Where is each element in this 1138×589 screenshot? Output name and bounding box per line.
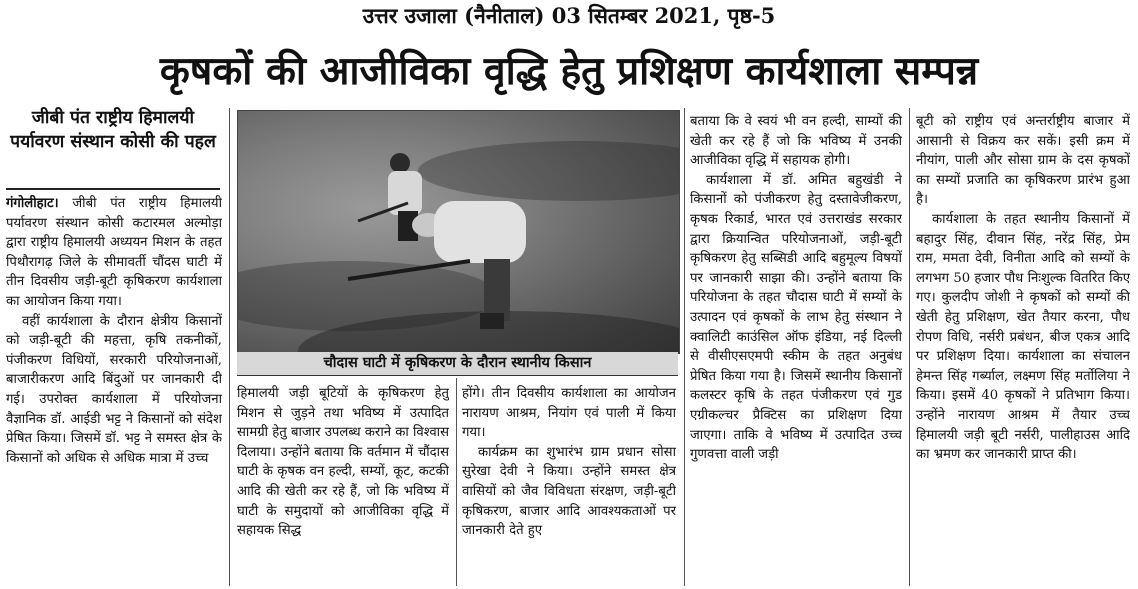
column-divider — [909, 108, 910, 586]
column-4 — [690, 112, 902, 586]
column-2-para-1: हिमालयी जड़ी बूटियों के कृषिकरण हेतु मिशन से जुड़ने तथा भविष्य में उत्पादित सामग्री हेतु बाजार उपलब्ध कराने का विश्वास दिलाया। उन्होंने बताया कि वर्तमान में चौंदास घाटी के कृषक वन हल्दी, सम्यों, कूट, कटकी आदि की खेती कर रहे हैं, जो कि भविष्य में घाटी के समुदायों को आजीविका वृद्धि में सहायक सिद्ध — [237, 386, 449, 539]
column-4-para-1: बताया कि वे स्वयं भी वन हल्दी, साम्यों की खेती कर रहे हैं जो कि भविष्य में उनकी आजीविका वृद्धि में सहायक होगी। — [690, 114, 902, 169]
dateline: उत्तर उजाला (नैनीताल) 03 सितम्बर 2021, पृष्ठ-5 — [362, 3, 776, 28]
farmer-figures — [238, 111, 679, 353]
farmer-right — [348, 201, 526, 329]
column-1-para-1 — [6, 194, 222, 312]
column-1 — [6, 194, 222, 586]
column-3-para-2: कार्यक्रम का शुभारंभ ग्राम प्रधान सोसा सुरेखा देवी ने किया। उन्होंने समस्त क्षेत्र वासियों को जैव विविधता संरक्षण, जड़ी-बूटी कृषिकरण, बाजार आदि आवश्यकताओं पर जानकारी देते हुए — [462, 444, 676, 539]
column-1-para-1-text: जीबी पंत राष्ट्रीय हिमालयी पर्यावरण संस्थान कोसी कटारमल अल्मोड़ा द्वारा राष्ट्रीय हिमालयी अध्ययन मिशन के तहत पिथौरागढ़ जिले के सीमावर्ती चौंदस घाटी में तीन दिवसीय जड़ी-बूटी कृषिकरण कार्यशाला का आयोजन किया गया। — [6, 196, 222, 309]
headline: कृषकों की आजीविका वृद्धि हेतु प्रशिक्षण कार्यशाला सम्पन्न — [159, 49, 979, 94]
farmer-left — [358, 153, 422, 241]
dateline-place: गंगोलीहाट। — [6, 196, 59, 211]
column-4-para-2: कार्यशाला में डॉ. अमित बहुखंडी ने किसानों को पंजीकरण हेतु दस्तावेजीकरण, कृषक रिकार्ड, भारत एवं उत्तराखंड सरकार द्वारा क्रियान्वित परियोजनाओं, जड़ी-बूटी कृषिकरण हेतु सब्सिडी आदि बहुमूल्य विषयों पर जानकारी साझा की। उन्होंने बताया कि परियोजना के तहत चौदास घाटी में सम्यों के उत्पादन एवं कृषकों के लाभ हेतु संस्थान ने क्वालिटी काउंसिल ऑफ इंडिया, नई दिल्ली से वीसीएसएमपी स्कीम के तहत अनुबंध प्रेषित किया गया है। जिसमें स्थानीय किसानों कलस्टर कृषि के तहत पंजीकरण एवं गुड एग्रीकल्चर प्रैक्टिस का प्रशिक्षण दिया जाएगा। ताकि वे भविष्य में उत्पादित उच्च गुणवत्ता वाली जड़ी — [690, 172, 902, 463]
column-1-para-2: वहीं कार्यशाला के दौरान क्षेत्रीय किसानों को जड़ी-बूटी की महत्ता, कृषि तकनीकों, पंजीकरण विधियों, सरकारी परियोजनाओं, बाजारीकरण आदि बिंदुओं पर जानकारी दी गई। उपरोक्त कार्यशाला में परियोजना वैज्ञानिक डॉ. आईडी भट्ट ने किसानों को संदेश प्रेषित किया। जिसमें डॉ. भट्ट ने समस्त क्षेत्र के किसानों को अधिक से अधिक मात्रा में उच्च — [6, 313, 222, 466]
column-divider — [684, 108, 685, 586]
column-3 — [462, 384, 676, 586]
subheading-rule — [6, 188, 220, 190]
column-3-para-1: होंगे। तीन दिवसीय कार्यशाला का आयोजन नारायण आश्रम, नियांग एवं पाली में किया गया। — [462, 386, 676, 441]
article-photo — [237, 110, 680, 354]
column-divider — [229, 108, 230, 586]
column-5-para-2: कार्यशाला के तहत स्थानीय किसानों में बहादुर सिंह, दीवान सिंह, नरेंद्र सिंह, प्रेम राम, ममता देवी, विनीता आदि को सम्यों के लगभग 50 हजार पौध निःशुल्क वितरित किए गए। कुलदीप जोशी ने कृषकों को सम्यों की खेती हेतु प्रशिक्षण, खेत तैयार करना, पौध रोपण विधि, नर्सरी प्रबंधन, बीज एकत्र आदि पर प्रशिक्षण दिया। कार्यशाला का संचालन हेमन्त सिंह गर्ब्याल, लक्ष्मण सिंह मर्तोलिया ने किया। इसमें 40 कृषकों ने प्रतिभाग किया। उन्होंने नारायण आश्रम में तैयार उच्च हिमालयी जड़ी बूटी नर्सरी, पालीहाउस आदि का भ्रमण कर जानकारी प्राप्त की। — [916, 211, 1130, 463]
column-2 — [237, 384, 449, 586]
photo-caption: चौदास घाटी में कृषिकरण के दौरान स्थानीय किसान — [237, 352, 678, 376]
column-5-para-1: बूटी को राष्ट्रीय एवं अन्तर्राष्ट्रीय बाजार में आसानी से विक्रय कर सकें। इसी क्रम में नीयांग, पाली और सोसा ग्राम के दस कृषकों का सम्यों प्रजाति का कृषिकरण प्रारंभ हुआ है। — [916, 114, 1130, 208]
column-5 — [916, 112, 1130, 586]
column-divider — [456, 378, 457, 586]
subheading: जीबी पंत राष्ट्रीय हिमालयी पर्यावरण संस्थान कोसी की पहल — [10, 108, 216, 152]
